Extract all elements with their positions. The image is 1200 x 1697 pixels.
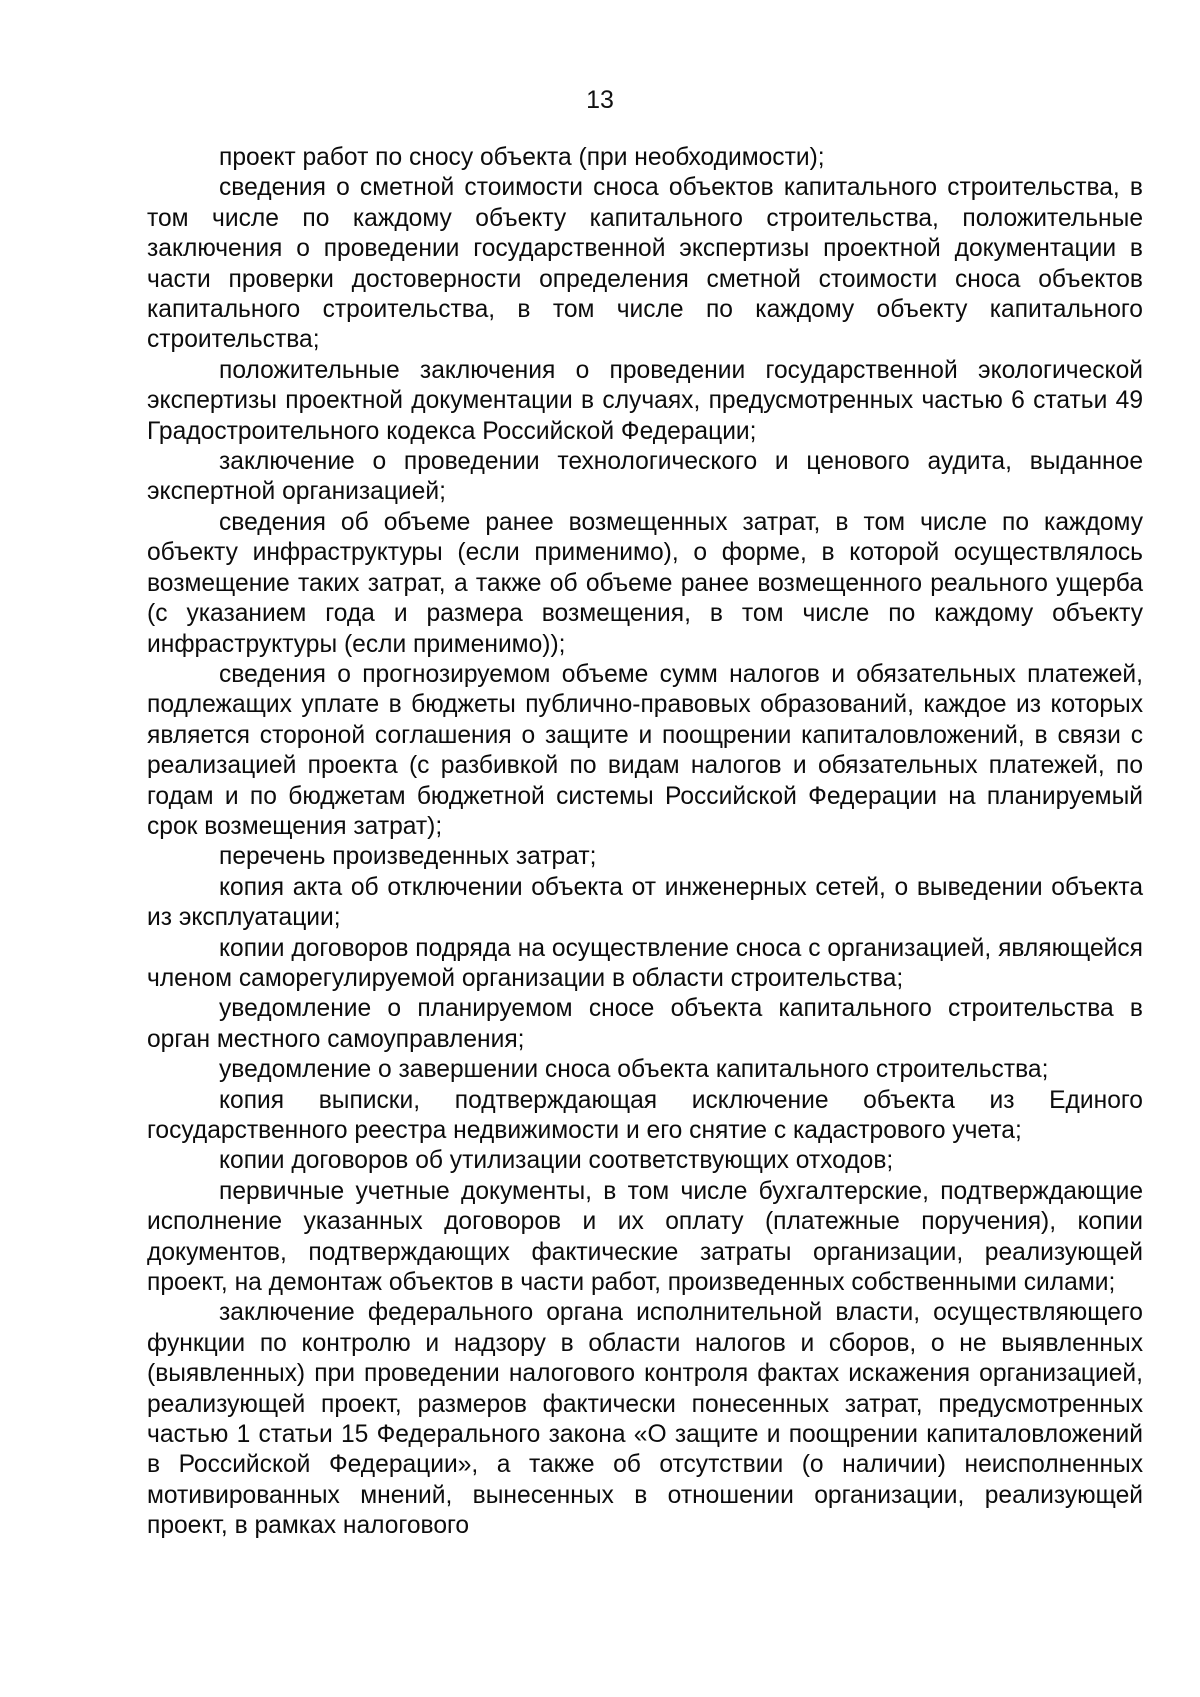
paragraph-audit-conclusion: заключение о проведении технологического и ценового аудита, выданное экспертной организацией; bbox=[147, 448, 1143, 506]
paragraph-cost-list: перечень произведенных затрат; bbox=[219, 843, 597, 871]
paragraph-tax-authority-conclusion: заключение федерального органа исполнительной власти, осуществляющего функции по контролю и надзору в области налогов и сборов, о не выявленных (выявленных) при проведении налогового контроля фактах искажения организацией, реализующей проект, размеров фактически понесенных затрат, предусмотренных частью 1 статьи 15 Федерального закона «О защите и поощрении капиталовложений в Российской Федерации», а также об отсутствии (о наличии) неисполненных мотивированных мнений, вынесенных в отношении организации, реализующей проект, в рамках налогового bbox=[147, 1299, 1143, 1540]
paragraph-demolition-cost: сведения о сметной стоимости сноса объектов капитального строительства, в том числе по каждому объекту капитального строительства, положительные заключения о проведении государственной экспертизы проектной документации в части проверки достоверности определения сметной стоимости сноса объектов капитального строительства, в том числе по каждому объекту капитального строительства; bbox=[147, 174, 1143, 354]
paragraph-completion-notice: уведомление о завершении сноса объекта капитального строительства; bbox=[219, 1056, 1049, 1084]
paragraph-registry-extract: копия выписки, подтверждающая исключение объекта из Единого государственного реестра недвижимости и его снятие с кадастрового учета; bbox=[147, 1086, 1143, 1144]
paragraph-waste-contracts: копии договоров об утилизации соответствующих отходов; bbox=[219, 1147, 894, 1175]
paragraph-demolition-project: проект работ по сносу объекта (при необходимости); bbox=[219, 144, 825, 171]
paragraph-ecological-expertise: положительные заключения о проведении государственной экологической экспертизы проектной документации в случаях, предусмотренных частью 6 статьи 49 Градостроительного кодекса Российской Федерации; bbox=[147, 356, 1143, 445]
paragraph-reimbursed-costs: сведения об объеме ранее возмещенных затрат, в том числе по каждому объекту инфраструктуры (если применимо), о форме, в которой осуществлялось возмещение таких затрат, а также об объеме ранее возмещенного реального ущерба (с указанием года и размера возмещения, в том числе по каждому объекту инфраструктуры (если применимо)); bbox=[147, 508, 1143, 658]
paragraph-forecast-taxes: сведения о прогнозируемом объеме сумм налогов и обязательных платежей, подлежащих уплате в бюджеты публично-правовых образований, каждое из которых является стороной соглашения о защите и поощрении капиталовложений, в связи с реализацией проекта (с разбивкой по видам налогов и обязательных платежей, по годам и по бюджетам бюджетной системы Российской Федерации на планируемый срок возмещения затрат); bbox=[147, 660, 1143, 840]
page-number: 13 bbox=[586, 86, 614, 114]
paragraph-disconnection-act: копия акта об отключении объекта от инженерных сетей, о выведении объекта из эксплуатации; bbox=[147, 873, 1143, 932]
paragraph-contract-copies: копии договоров подряда на осуществление сноса с организацией, являющейся членом саморегулируемой организации в области строительства; bbox=[147, 934, 1143, 992]
document-body bbox=[147, 143, 1143, 1542]
paragraph-primary-documents: первичные учетные документы, в том числе бухгалтерские, подтверждающие исполнение указанных договоров и их оплату (платежные поручения), копии документов, подтверждающих фактические затраты организации, реализующей проект, на демонтаж объектов в части работ, произведенных собственными силами; bbox=[147, 1177, 1143, 1297]
paragraph-planned-demolition-notice: уведомление о планируемом сносе объекта капитального строительства в орган местного самоуправления; bbox=[147, 995, 1143, 1053]
